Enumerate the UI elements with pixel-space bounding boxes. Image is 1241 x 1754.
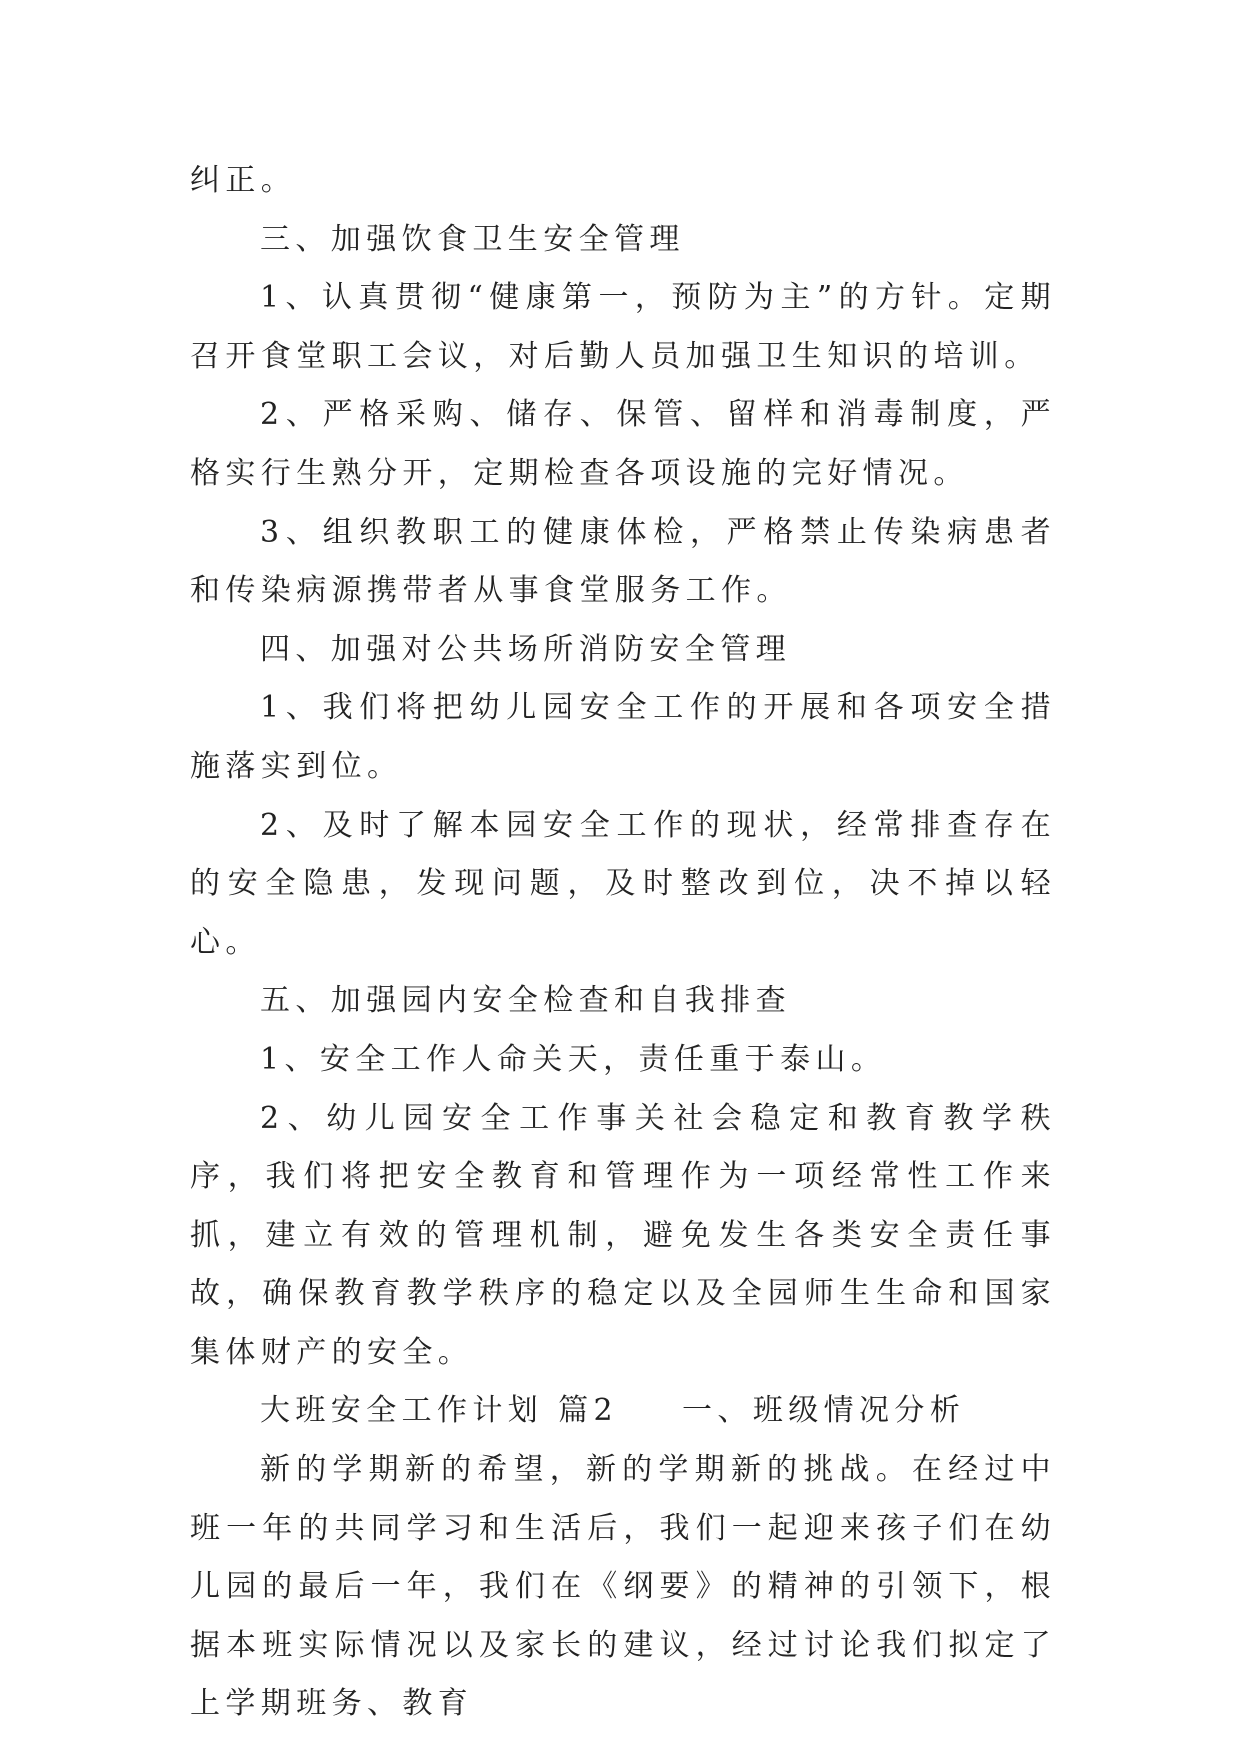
subsection-heading: 一、班级情况分析 bbox=[682, 1393, 966, 1429]
paragraph: 纠正。 bbox=[190, 163, 297, 198]
paragraph: 新的学期新的希望，新的学期新的挑战。在经过中班一年的共同学习和生活后，我们一起迎来孩子们在幼儿园的最后一年，我们在《纲要》的精神的引领下，根据本班实际情况以及家长的建议，经过讨论我们拟定了上学期班务、教育 bbox=[190, 1452, 1056, 1722]
paragraph: 1、我们将把幼儿园安全工作的开展和各项安全措施落实到位。 bbox=[190, 690, 1056, 784]
paragraph: 2、幼儿园安全工作事关社会稳定和教育教学秩序，我们将把安全教育和管理作为一项经常性工作来抓，建立有效的管理机制，避免发生各类安全责任事故，确保教育教学秩序的稳定以及全园师生生命和国家集体财产的安全。 bbox=[190, 1100, 1056, 1370]
section-heading: 四、加强对公共场所消防安全管理 bbox=[260, 631, 791, 667]
section-heading: 三、加强饮食卫生安全管理 bbox=[260, 221, 685, 257]
paragraph: 2、严格采购、储存、保管、留样和消毒制度，严格实行生熟分开，定期检查各项设施的完好情况。 bbox=[190, 397, 1056, 491]
paragraph: 3、组织教职工的健康体检，严格禁止传染病患者和传染病源携带者从事食堂服务工作。 bbox=[190, 514, 1056, 609]
document-body bbox=[190, 152, 1056, 1734]
paragraph: 1、认真贯彻“健康第一，预防为主”的方针。定期召开食堂职工会议，对后勤人员加强卫生知识的培训。 bbox=[190, 280, 1056, 374]
section-title-line bbox=[190, 1382, 1056, 1441]
paragraph: 2、及时了解本园安全工作的现状，经常排查存在的安全隐患，发现问题，及时整改到位，决不掉以轻心。 bbox=[190, 807, 1056, 960]
paragraph: 1、安全工作人命关天，责任重于泰山。 bbox=[260, 1041, 887, 1077]
section-heading: 五、加强园内安全检查和自我排查 bbox=[260, 983, 791, 1019]
section-title: 大班安全工作计划 篇2 bbox=[260, 1393, 619, 1429]
